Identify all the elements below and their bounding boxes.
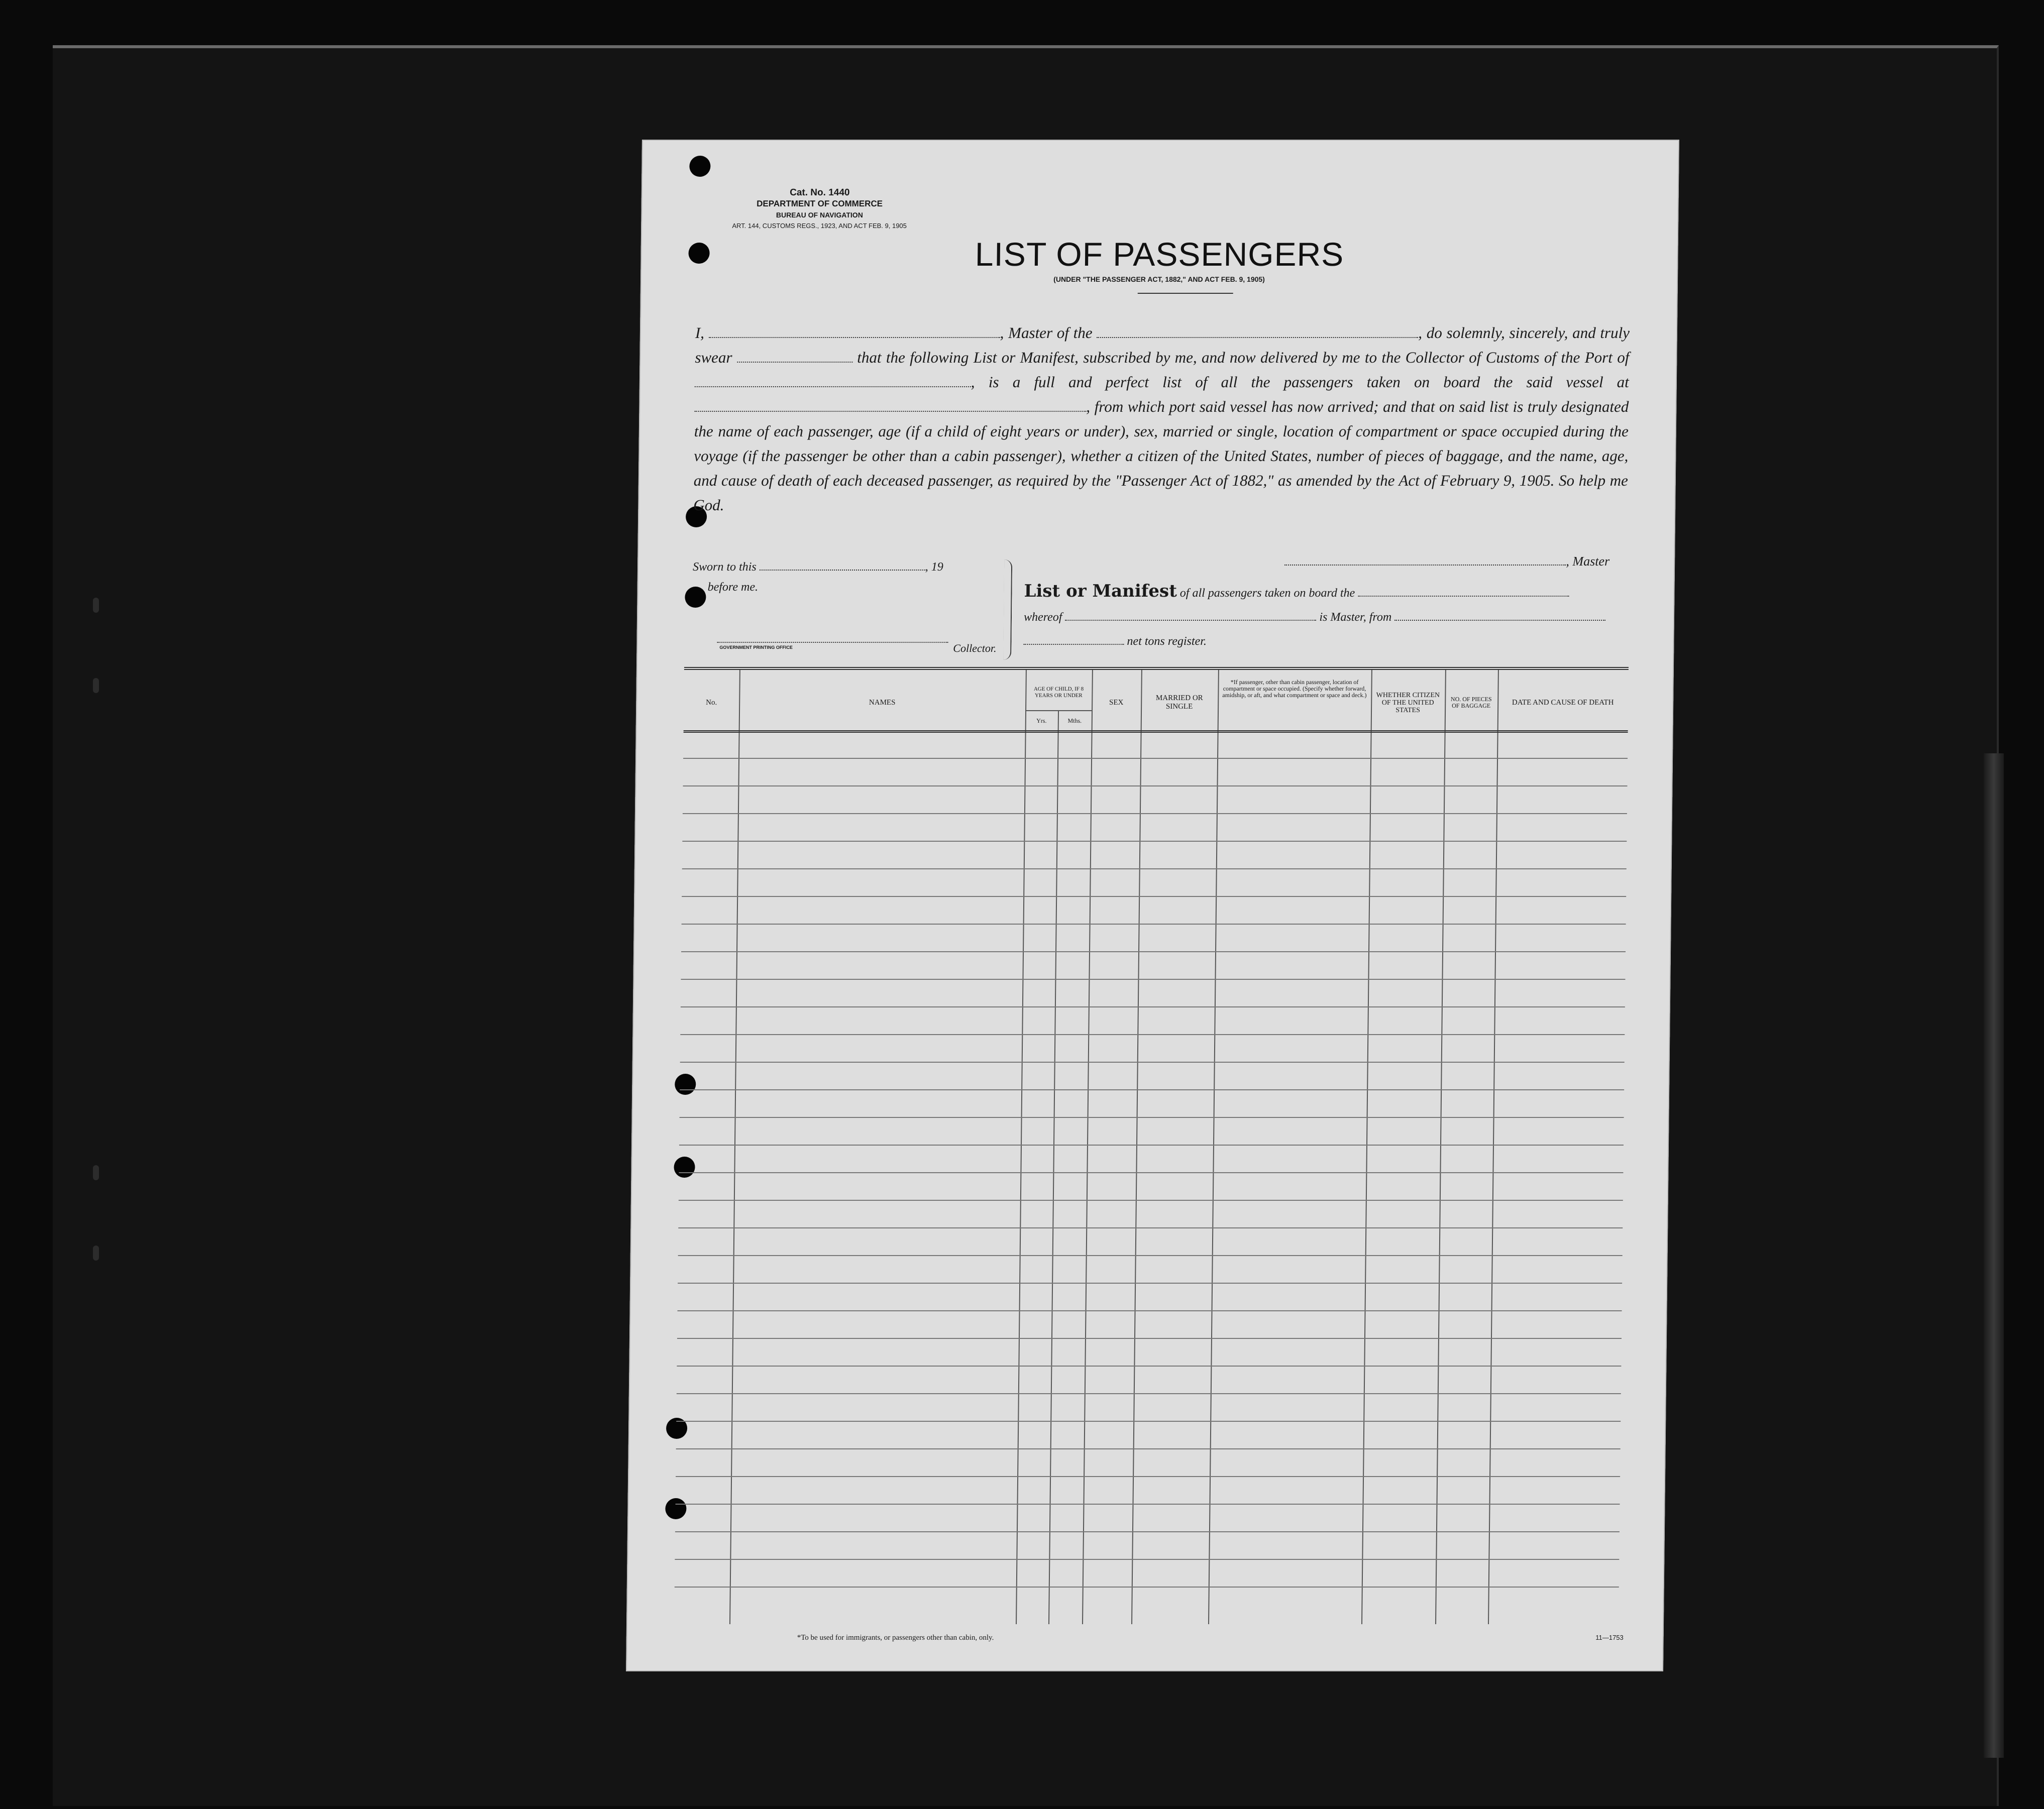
master-name-field[interactable] [709, 324, 1000, 338]
tonnage-field[interactable] [1023, 631, 1124, 645]
table-row[interactable] [680, 1089, 1624, 1090]
port-field[interactable] [695, 373, 971, 387]
table-row[interactable] [683, 785, 1627, 786]
table-row[interactable] [678, 1255, 1623, 1256]
form-number: 11—1753 [1595, 1634, 1624, 1641]
sworn-year: , 19 [925, 560, 943, 574]
column-divider [1048, 710, 1059, 1624]
page-subtitle: (UNDER "THE PASSENGER ACT, 1882," AND ACT FEB. 9, 1905) [1053, 275, 1265, 283]
table-row[interactable] [681, 951, 1626, 952]
table-row[interactable] [678, 1310, 1622, 1311]
table-row[interactable] [682, 896, 1626, 897]
table-row[interactable] [678, 1227, 1623, 1228]
table-row[interactable] [675, 1587, 1619, 1588]
manifest-heading: List or Manifest [1024, 581, 1177, 601]
before-me-label: before me. [707, 581, 759, 594]
catalog-header [689, 187, 950, 232]
sworn-date-field[interactable] [760, 556, 925, 571]
catalog-number: Cat. No. 1440 [790, 187, 850, 198]
table-row[interactable] [679, 1145, 1624, 1146]
collector-signature-field[interactable] [717, 642, 948, 643]
column-no: No. [706, 698, 717, 707]
manifest-text: is Master, from [1319, 611, 1392, 624]
table-row[interactable] [682, 924, 1626, 925]
table-header [684, 675, 1629, 733]
table-row[interactable] [683, 813, 1627, 814]
column-names: NAMES [869, 698, 896, 707]
table-row[interactable] [680, 1034, 1625, 1035]
frame-tab [93, 678, 99, 693]
manifest-text: whereof [1023, 611, 1062, 624]
bureau: BUREAU OF NAVIGATION [776, 211, 863, 219]
article-reference: ART. 144, CUSTOMS REGS., 1923, AND ACT FEB. 9, 1905 [732, 222, 907, 230]
column-sex: SEX [1109, 698, 1124, 707]
whereof-field[interactable] [1065, 607, 1316, 621]
table-row[interactable] [676, 1421, 1621, 1422]
from-field[interactable] [1394, 607, 1605, 621]
oath-text: arrived; and that on said list is truly designated the name of each passenger, age (if a child of eight years or under), sex, married or single, location of compartment or space occupied during the voyage (if the passenger be other than a cabin passenger), whether a citizen of the United States, number of pieces of baggage, and the name, age, and cause of death of each deceased passenger, as required by the "Passenger Act of 1882," as amended by the Act of February 9, 1905. So help me God. [693, 398, 1629, 514]
table-row[interactable] [679, 1200, 1623, 1201]
page-title: LIST OF PASSENGERS [975, 236, 1344, 273]
table-row[interactable] [680, 1062, 1625, 1063]
passenger-table [674, 667, 1629, 1624]
passenger-list-form [626, 140, 1679, 1671]
department: DEPARTMENT OF COMMERCE [757, 199, 883, 208]
frame-tab [93, 598, 99, 613]
bracket [1003, 559, 1012, 660]
table-row[interactable] [680, 1117, 1624, 1118]
oath-text: I, [695, 324, 705, 342]
gpo-imprint: GOVERNMENT PRINTING OFFICE [719, 645, 793, 650]
table-row[interactable] [675, 1559, 1619, 1560]
master-signature [1284, 551, 1609, 569]
column-baggage: NO. OF PIECES OF BAGGAGE [1450, 696, 1492, 709]
swear-field[interactable] [737, 349, 852, 363]
manifest-vessel-field[interactable] [1358, 583, 1569, 597]
vessel-name-field[interactable] [1097, 324, 1418, 338]
column-yrs: Yrs. [1036, 717, 1047, 724]
oath-text: taken on board the said vessel at [1366, 373, 1630, 391]
column-married: MARRIED OR SINGLE [1155, 694, 1203, 711]
table-row[interactable] [682, 868, 1627, 869]
oath-text: to the Collector of Customs of the Port of [1364, 349, 1630, 366]
table-row[interactable] [677, 1366, 1621, 1367]
table-row[interactable] [676, 1448, 1621, 1449]
column-mths: Mths. [1067, 717, 1082, 724]
manifest-text: of all passengers taken on board the [1179, 587, 1355, 600]
oath-text: , is a full and perfect list of all the passengers [971, 373, 1353, 391]
footnote: *To be used for immigrants, or passengers other than cabin, only. [797, 1634, 994, 1642]
table-row[interactable] [681, 1006, 1625, 1007]
title-rule [1138, 293, 1233, 294]
oath-paragraph [693, 320, 1630, 517]
departure-port-field[interactable] [694, 398, 1086, 412]
table-row[interactable] [676, 1504, 1620, 1505]
manifest-block [1023, 579, 1627, 653]
collector-label: Collector. [953, 642, 997, 654]
master-signature-field[interactable] [1284, 551, 1566, 566]
oath-text: , Master of the [1000, 324, 1093, 342]
master-label: , Master [1566, 554, 1610, 569]
table-row[interactable] [677, 1338, 1622, 1339]
oath-text: that the following List or Manifest, subscribed by me, and now delivered by me [857, 349, 1360, 366]
column-citizen: WHETHER CITIZEN OF THE UNITED STATES [1376, 691, 1440, 714]
frame-tab [93, 1246, 99, 1261]
manifest-text: net tons register. [1127, 635, 1207, 648]
column-location: *If passenger, other than cabin passenger, location of compartment or space occupied. (Specify whether forward, amidship, or aft, and what compartment or space and deck.) [1222, 679, 1367, 699]
frame-edge [1984, 753, 2004, 1758]
table-row[interactable] [675, 1531, 1620, 1532]
table-row[interactable] [681, 979, 1625, 980]
column-death: DATE AND CAUSE OF DEATH [1512, 698, 1614, 707]
oath-text: , from which port said vessel has now [1086, 398, 1324, 415]
table-row[interactable] [683, 758, 1628, 759]
punch-hole [689, 156, 710, 177]
oath-text: sincerely, and truly swear [695, 324, 1630, 366]
table-row[interactable] [677, 1393, 1621, 1394]
sworn-label: Sworn to this [692, 560, 757, 574]
table-row[interactable] [678, 1283, 1622, 1284]
oath-text: , do solemnly, [1418, 324, 1505, 342]
table-row[interactable] [679, 1172, 1623, 1173]
frame-tab [93, 1165, 99, 1180]
column-age: AGE OF CHILD, IF 8 YEARS OR UNDER [1033, 686, 1084, 699]
table-row[interactable] [682, 841, 1627, 842]
table-row[interactable] [676, 1476, 1620, 1477]
